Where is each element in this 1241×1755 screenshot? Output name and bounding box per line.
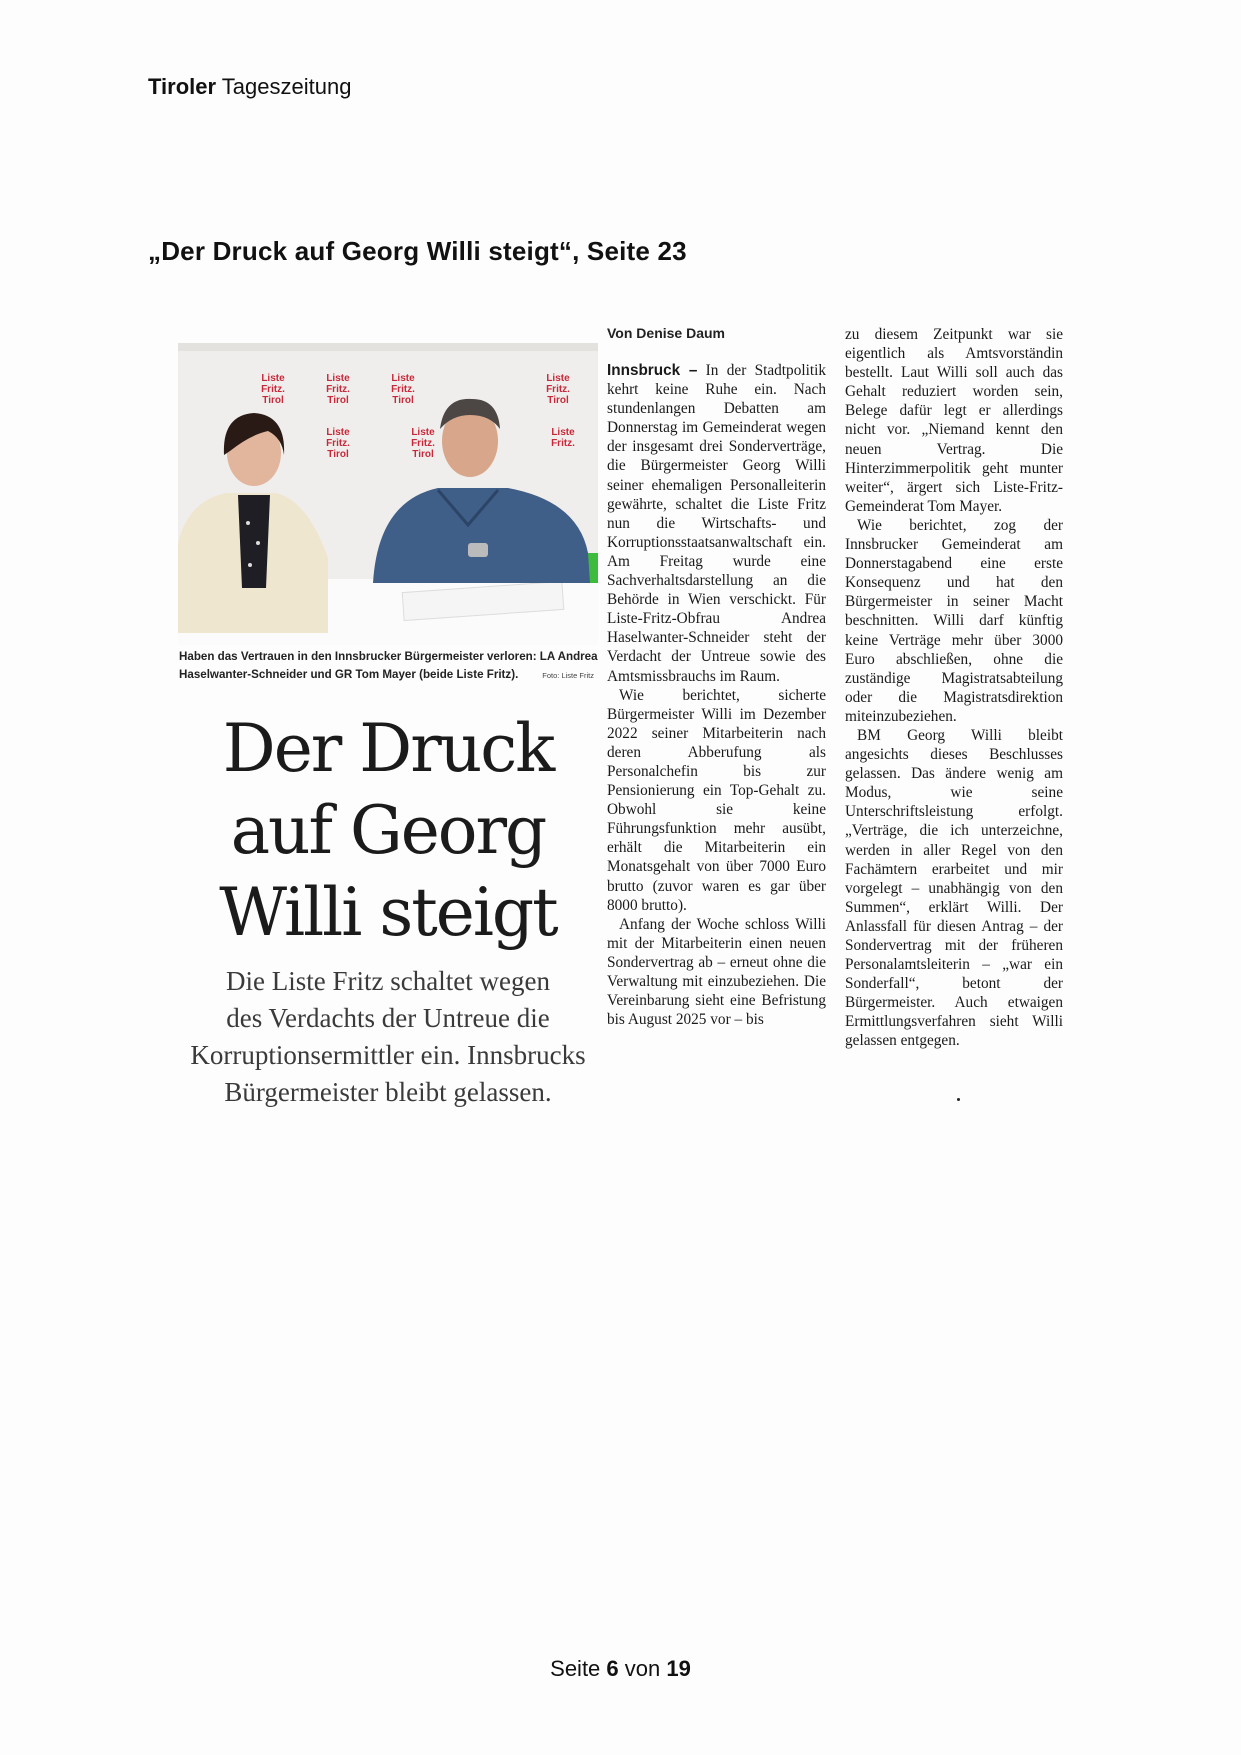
- subhead-line: Bürgermeister bleibt gelassen.: [224, 1077, 552, 1107]
- poster-logo-line: Liste: [411, 427, 435, 438]
- footer-middle: von: [618, 1656, 667, 1681]
- article-subhead: [178, 963, 598, 1111]
- photo-caption-text: Haben das Vertrauen in den Innsbrucker Bürgermeister verloren: LA Andrea Haselwanter-Schneider und GR Tom Mayer (beide Liste Fritz).: [179, 650, 598, 681]
- poster-logo-line: Fritz.: [546, 384, 570, 395]
- poster-logo-line: Liste: [326, 427, 350, 438]
- poster-logo-line: Tirol: [327, 395, 349, 406]
- poster-logo-line: Tirol: [262, 395, 284, 406]
- page-number: 6: [606, 1656, 619, 1681]
- poster-logo-line: Fritz.: [326, 438, 350, 449]
- poster-logo-line: Tirol: [547, 395, 569, 406]
- page-footer: [0, 1656, 1241, 1682]
- photo-caption: [179, 648, 599, 685]
- headline-line: Der Druck: [222, 710, 554, 787]
- article-paragraph: zu diesem Zeitpunkt war sie eigentlich als Amtsvorständin bestellt. Laut Willi soll auch das Gehalt reduziert worden sein, Belege dafür legt er allerdings nicht vor. „Niemand kennt den neuen Vertrag. Die Hinterzimmerpolitik geht munter weiter“, ärgert sich Liste-Fritz-Gemeinderat Tom Mayer.: [845, 326, 1063, 515]
- article-column-1: [607, 361, 826, 1029]
- publication-name: [148, 74, 351, 100]
- article-headline: [178, 708, 598, 954]
- photo-credit: Foto: Liste Fritz: [542, 671, 594, 680]
- poster-logo-line: Tirol: [412, 449, 434, 460]
- article-column-2: [845, 325, 1063, 1051]
- headline-line: Willi steigt: [219, 874, 557, 951]
- poster-logo-line: Liste: [391, 373, 415, 384]
- byline: Von Denise Daum: [607, 325, 725, 341]
- page-total: 19: [666, 1656, 691, 1681]
- paragraph-text: In der Stadtpolitik kehrt keine Ruhe ein. Nach stundenlangen Debatten am Donnerstag im Gemeinderat wegen der insgesamt drei Sonderverträge, die Bürgermeister Georg Willi seiner ehemaligen Personalleiterin gewährte, schaltet die Liste Fritz nun die Wirtschafts- und Korruptionsstaatsanwaltschaft ein. Am Freitag wurde eine Sachverhaltsdarstellung an die Behörde in Wien verschickt. Für Liste-Fritz-Obfrau Andrea Haselwanter-Schneider steht der Verdacht der Untreue sowie des Amtsmissbrauchs im Raum.: [607, 362, 826, 685]
- poster-logo-line: Fritz.: [261, 384, 285, 395]
- poster-logo-line: Fritz.: [551, 438, 575, 449]
- poster-logo-line: Fritz.: [411, 438, 435, 449]
- poster-logo-line: Liste: [546, 373, 570, 384]
- poster-logo-line: Tirol: [392, 395, 414, 406]
- end-mark: [957, 1098, 960, 1101]
- publication-name-bold: Tiroler: [148, 74, 217, 99]
- poster-logo-line: Fritz.: [326, 384, 350, 395]
- subhead-line: Die Liste Fritz schaltet wegen: [226, 966, 550, 996]
- article-paragraph: [607, 361, 826, 686]
- footer-prefix: Seite: [550, 1656, 607, 1681]
- article-paragraph: BM Georg Willi bleibt angesichts dieses Beschlusses gelassen. Das ändere wenig am Modus, wie seine Unterschriftsleistung erfolgt. „Verträge, die ich unterzeichne, werden in aller Regel von den Fachämtern erarbeitet und mir vorgelegt – unabhängig von den Summen“, erklärt Willi. Der Anlassfall für diesen Antrag – der Sondervertrag mit der früheren Personalamtsleiterin – „war ein Sonderfall“, betont der Bürgermeister. Auch etwaigen Ermittlungsverfahren sieht Willi gelassen entgegen.: [845, 726, 1063, 1050]
- subhead-line: des Verdachts der Untreue die: [226, 1003, 550, 1033]
- subhead-line: Korruptionsermittler ein. Innsbrucks: [190, 1040, 586, 1070]
- publication-name-rest: Tageszeitung: [216, 74, 352, 99]
- dateline: Innsbruck –: [607, 362, 698, 379]
- headline-line: auf Georg: [230, 792, 546, 869]
- document-title: „Der Druck auf Georg Willi steigt“, Seite 23: [148, 236, 687, 266]
- article-paragraph: Wie berichtet, sicherte Bürgermeister Willi im Dezember 2022 seiner Mitarbeiterin nach deren Abberufung als Personalchefin bis zur Pensionierung ein Top-Gehalt zu. Obwohl sie keine Führungsfunktion mehr ausübt, erhält die Mitarbeiterin ein Monatsgehalt von über 7000 Euro brutto (zuvor waren es gar über 8000 brutto).: [607, 686, 826, 914]
- poster-logo-line: Liste: [551, 427, 575, 438]
- photo-illustration: [178, 343, 598, 645]
- poster-logo-line: Fritz.: [391, 384, 415, 395]
- article-photo: [178, 343, 598, 645]
- poster-logo-line: Tirol: [327, 449, 349, 460]
- article-paragraph: Wie berichtet, zog der Innsbrucker Gemeinderat am Donnerstagabend eine erste Konsequenz und hat den Bürgermeister in seiner Macht beschnitten. Willi darf künftig keine Verträge mehr über 3000 Euro abschließen, ohne die zuständige Magistratsabteilung oder die Magistratsdirektion miteinzubeziehen.: [845, 516, 1063, 725]
- poster-logo-line: Liste: [261, 373, 285, 384]
- poster-logo-line: Liste: [326, 373, 350, 384]
- article-paragraph: Anfang der Woche schloss Willi mit der Mitarbeiterin einen neuen Sondervertrag ab – erneut ohne die Verwaltung mit einzubeziehen. Die Vereinbarung sieht eine Befristung bis August 2025 vor – bis: [607, 915, 826, 1029]
